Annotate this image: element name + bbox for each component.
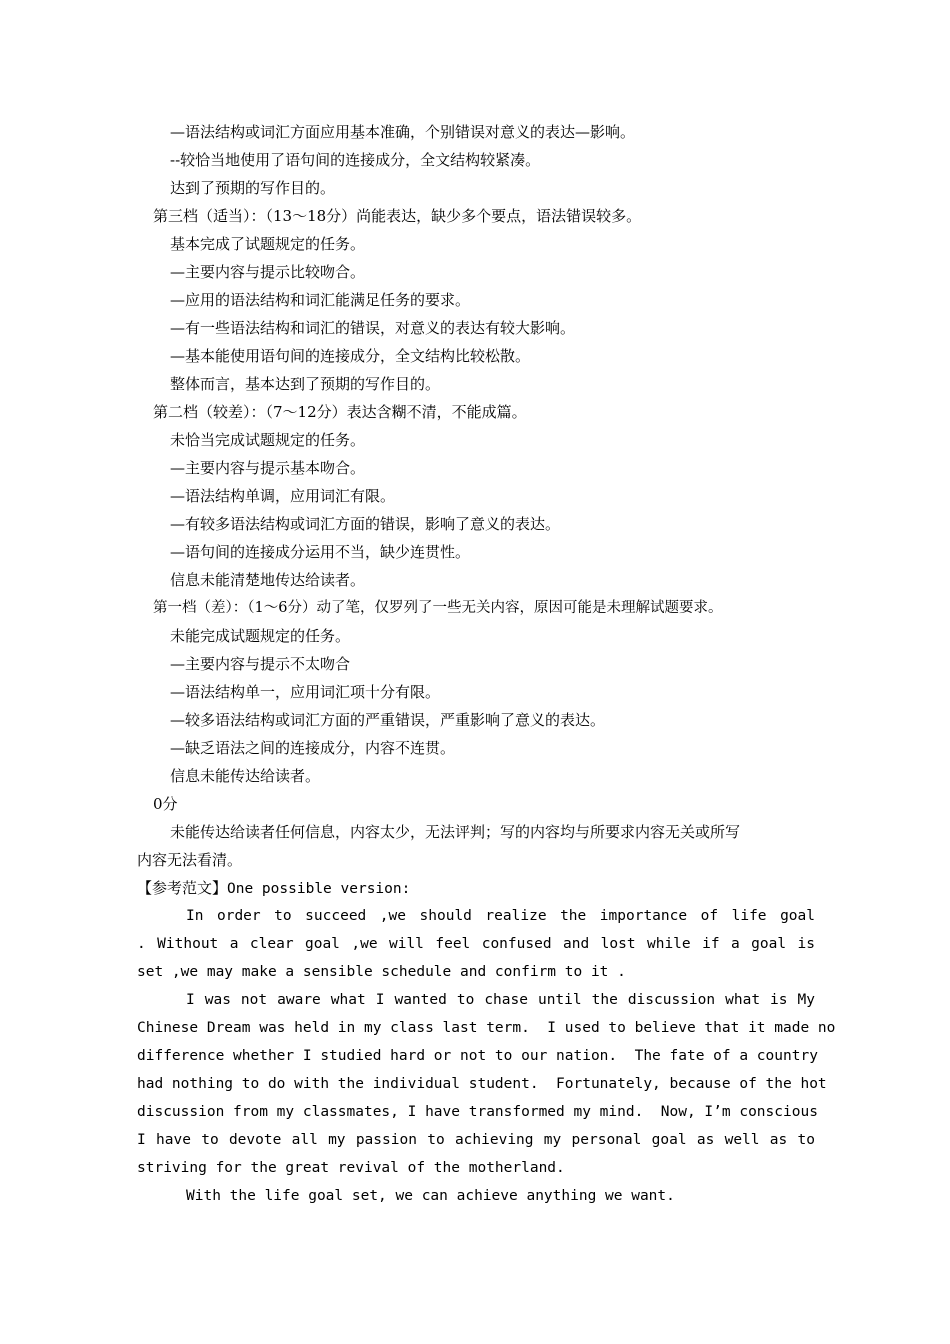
criteria-line: 内容无法看清。: [137, 851, 243, 869]
essay-line: With the life goal set, we can achieve anything we want.: [186, 1188, 675, 1204]
criteria-line: —语法结构或词汇方面应用基本准确，个别错误对意义的表达—影响。: [170, 123, 636, 141]
reference-heading-suffix: One possible version:: [227, 881, 411, 897]
essay-line: Chinese Dream was held in my class last term. I used to believe that it made no: [137, 1020, 836, 1036]
criteria-line: —主要内容与提示基本吻合。: [170, 459, 366, 477]
grade-heading: 第一档（差）：（1～6分）动了笔，仅罗列了一些无关内容，原因可能是未理解试题要求。: [153, 600, 723, 616]
essay-line: set ,we may make a sensible schedule and confirm to it .: [137, 964, 626, 980]
criteria-line: —较多语法结构或词汇方面的严重错误，严重影响了意义的表达。: [170, 711, 606, 729]
criteria-line: 未恰当完成试题规定的任务。: [170, 431, 366, 449]
essay-line: striving for the great revival of the motherland.: [137, 1160, 565, 1176]
criteria-line: 达到了预期的写作目的。: [170, 179, 336, 197]
essay-line: I was not aware what I wanted to chase until the discussion what is My: [186, 992, 815, 1008]
essay-line: discussion from my classmates, I have transformed my mind. Now, I’m conscious: [137, 1104, 818, 1120]
reference-heading: [137, 878, 410, 899]
essay-line: difference whether I studied hard or not to our nation. The fate of a country: [137, 1048, 818, 1064]
criteria-line: —语法结构单调，应用词汇有限。: [170, 487, 396, 505]
essay-line: had nothing to do with the individual student. Fortunately, because of the hot: [137, 1076, 827, 1092]
criteria-line: —有较多语法结构或词汇方面的错误，影响了意义的表达。: [170, 515, 561, 533]
reference-heading-label: 【参考范文】: [137, 879, 228, 897]
criteria-line: —语法结构单一，应用词汇项十分有限。: [170, 683, 441, 701]
essay-line: I have to devote all my passion to achieving my personal goal as well as to: [137, 1132, 815, 1148]
criteria-line: 整体而言，基本达到了预期的写作目的。: [170, 375, 441, 393]
essay-line: . Without a clear goal ,we will feel confused and lost while if a goal is: [137, 936, 815, 952]
criteria-line: —语句间的连接成分运用不当，缺少连贯性。: [170, 543, 471, 561]
criteria-line: 未能完成试题规定的任务。: [170, 627, 351, 645]
criteria-line: 基本完成了试题规定的任务。: [170, 235, 366, 253]
criteria-line: —主要内容与提示比较吻合。: [170, 263, 366, 281]
grade-heading: 0分: [153, 795, 178, 813]
criteria-line: 信息未能清楚地传达给读者。: [170, 571, 366, 589]
essay-line: In order to succeed ,we should realize the importance of life goal: [186, 908, 815, 924]
criteria-line: —基本能使用语句间的连接成分，全文结构比较松散。: [170, 347, 531, 365]
criteria-line: --较恰当地使用了语句间的连接成分，全文结构较紧凑。: [170, 151, 541, 169]
grade-heading: 第二档（较差）：（7～12分）表达含糊不清，不能成篇。: [153, 403, 527, 421]
criteria-line: —缺乏语法之间的连接成分，内容不连贯。: [170, 739, 456, 757]
criteria-line: —有一些语法结构和词汇的错误，对意义的表达有较大影响。: [170, 319, 576, 337]
grade-heading: 第三档（适当）：（13～18分）尚能表达，缺少多个要点，语法错误较多。: [153, 207, 642, 225]
criteria-line: 未能传达给读者任何信息，内容太少，无法评判；写的内容均与所要求内容无关或所写: [170, 823, 741, 841]
criteria-line: 信息未能传达给读者。: [170, 767, 321, 785]
criteria-line: —应用的语法结构和词汇能满足任务的要求。: [170, 291, 471, 309]
criteria-line: —主要内容与提示不太吻合: [170, 655, 351, 673]
